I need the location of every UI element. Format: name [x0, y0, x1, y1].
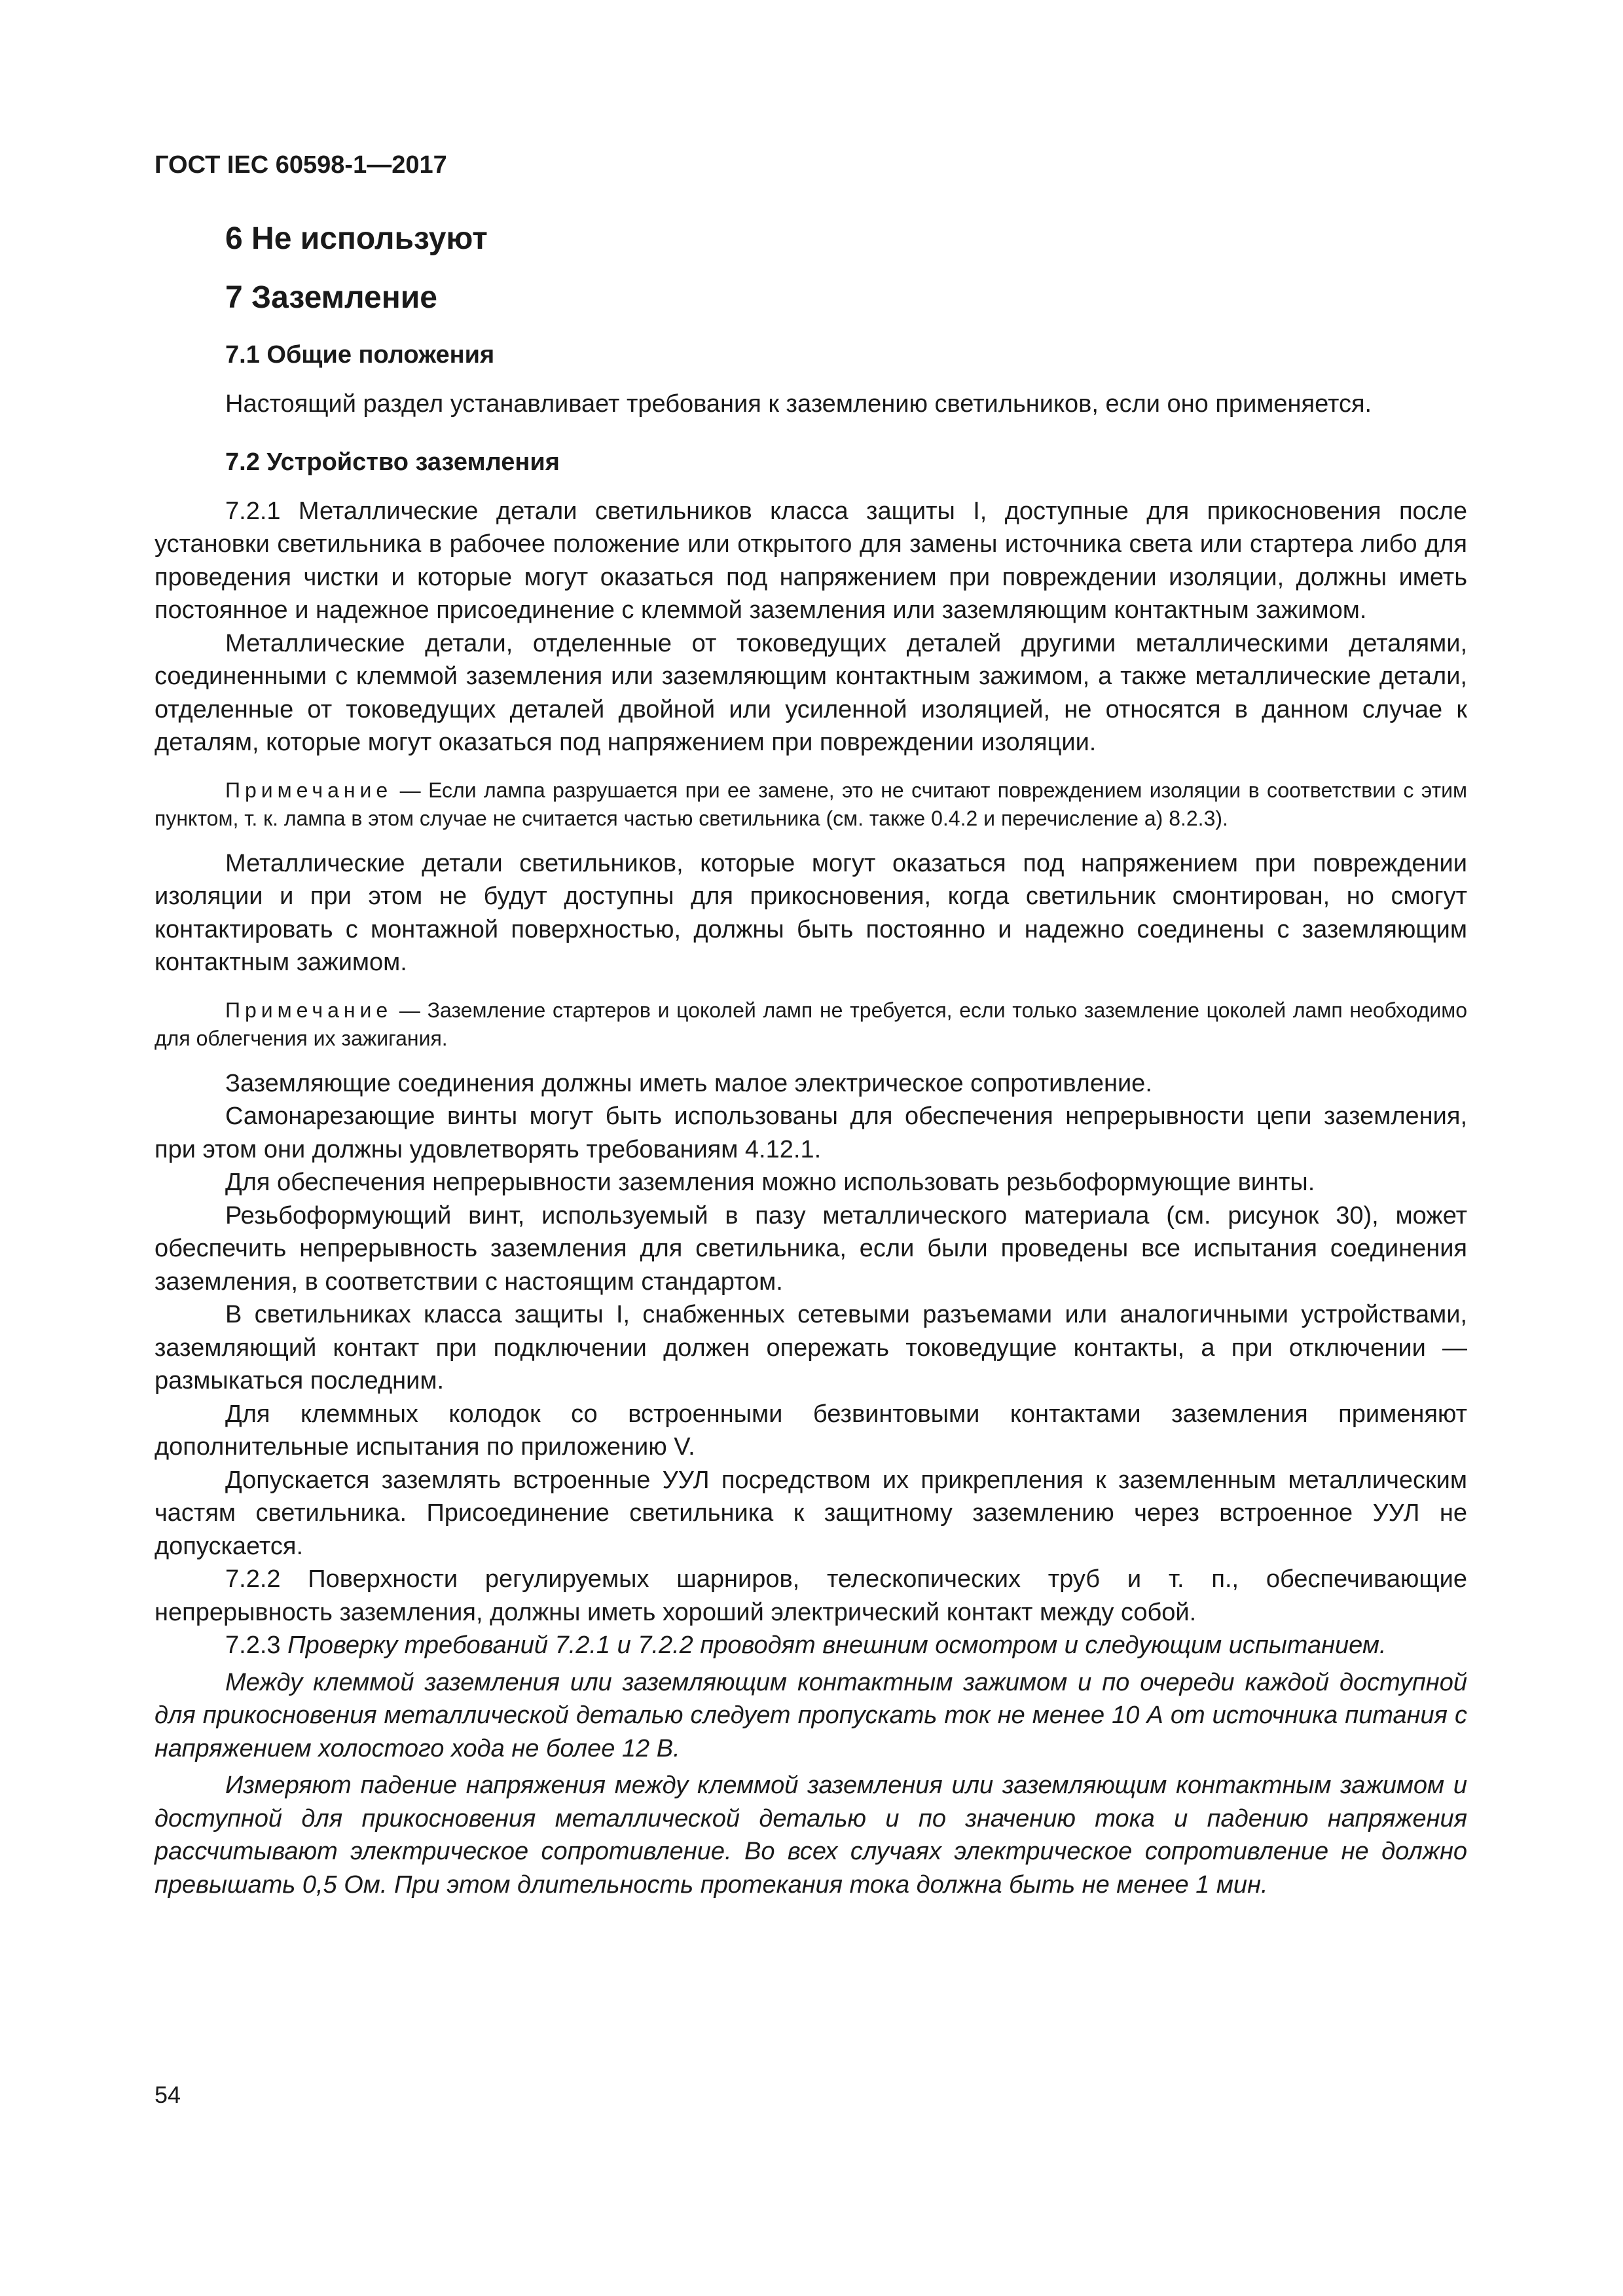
page-number: 54 [155, 2081, 181, 2108]
paragraph: Резьбоформующий винт, используемый в пазу металлического материала (см. рисунок 30), может обеспечить непрерывность заземления для светильника, если были проведены все испытания соединения заземления, в соответствии с настоящим стандартом. [155, 1201, 1467, 1296]
note-text: — Если лампа разрушается при ее замене, это не считают повреждением изоляции в соответствии с этим пунктом, т. к. лампа в этом случае не считается частью светильника (см. также 0.4.2 и перечисление a) 8.2.3). [155, 778, 1467, 830]
paragraph-7-2-1: 7.2.1 Металлические детали светильников класса защиты I, доступные для прикосновения после установки светильника в рабочее положение или открытого для замены источника света или стартера либо для проведения чистки и которые могут оказаться под напряжением при повреждении изоляции, должны иметь постоянное и надежное присоединение с клеммой заземления или заземляющим контактным зажимом. [155, 497, 1467, 624]
test-paragraph: Между клеммой заземления или заземляющим контактным зажимом и по очереди каждой доступной для прикосновения металлической деталью следует пропускать ток не менее 10 А от источника питания с напряжением холостого хода не более 12 В. [155, 1668, 1467, 1762]
paragraph-7-2-3 [155, 1629, 1467, 1662]
section-7-1-text: Настоящий раздел устанавливает требования к заземлению светильников, если оно применяется. [225, 390, 1372, 418]
section-7-title: 7 Заземление [225, 280, 437, 315]
test-paragraph: Измеряют падение напряжения между клеммой заземления или заземляющим контактным зажимом и доступной для прикосновения металлической деталью и по значению тока и падению напряжения рассчитывают электрическое сопротивление. Во всех случаях электрическое сопротивление не должно превышать 0,5 Ом. При этом длительность протекания тока должна быть не менее 1 мин. [155, 1772, 1467, 1899]
document-code: ГОСТ IEC 60598-1—2017 [155, 151, 447, 179]
paragraph: Для клеммных колодок со встроенными безвинтовыми контактами заземления применяют дополнительные испытания по приложению V. [155, 1400, 1467, 1461]
note-label: Примечание [225, 778, 393, 802]
section-6-title: 6 Не используют [225, 221, 488, 256]
note-2 [155, 996, 1467, 1053]
note-label: Примечание [225, 998, 393, 1022]
clause-text: Проверку требований 7.2.1 и 7.2.2 проводят внешним осмотром и следующим испытанием. [287, 1631, 1387, 1659]
paragraph: Для обеспечения непрерывности заземления можно использовать резьбоформующие винты. [225, 1169, 1315, 1196]
paragraph: Самонарезающие винты могут быть использованы для обеспечения непрерывности цепи заземления, при этом они должны удовлетворять требованиям 4.12.1. [155, 1102, 1467, 1163]
section-7-1-title: 7.1 Общие положения [225, 341, 495, 369]
paragraph: Металлические детали, отделенные от токоведущих деталей другими металлическими деталями, соединенными с клеммой заземления или заземляющим контактным зажимом, а также металлические детали, отделенные от токоведущих деталей двойной или усиленной изоляцией, не относятся в данном случае к деталям, которые могут оказаться под напряжением при повреждении изоляции. [155, 629, 1467, 756]
clause-number: 7.2.3 [225, 1631, 288, 1659]
paragraph-7-2-2: 7.2.2 Поверхности регулируемых шарниров, телескопических труб и т. п., обеспечивающие непрерывность заземления, должны иметь хороший электрический контакт между собой. [155, 1565, 1467, 1626]
paragraph: Металлические детали светильников, которые могут оказаться под напряжением при повреждении изоляции и при этом не будут доступны для прикосновения, когда светильник смонтирован, но смогут контактировать с монтажной поверхностью, должны быть постоянно и надежно соединены с заземляющим контактным зажимом. [155, 849, 1467, 976]
note-text: — Заземление стартеров и цоколей ламп не требуется, если только заземление цоколей ламп необходимо для облегчения их зажигания. [155, 998, 1467, 1050]
paragraph: В светильниках класса защиты I, снабженных сетевыми разъемами или аналогичными устройствами, заземляющий контакт при подключении должен опережать токоведущие контакты, а при отключении — размыкаться последним. [155, 1301, 1467, 1394]
note-1 [155, 776, 1467, 833]
section-7-2-title: 7.2 Устройство заземления [225, 448, 560, 476]
paragraph: Заземляющие соединения должны иметь малое электрическое сопротивление. [225, 1069, 1152, 1097]
paragraph: Допускается заземлять встроенные УУЛ посредством их прикрепления к заземленным металлическим частям светильника. Присоединение светильника к защитному заземлению через встроенное УУЛ не допускается. [155, 1466, 1467, 1560]
page-content [155, 219, 1467, 1901]
